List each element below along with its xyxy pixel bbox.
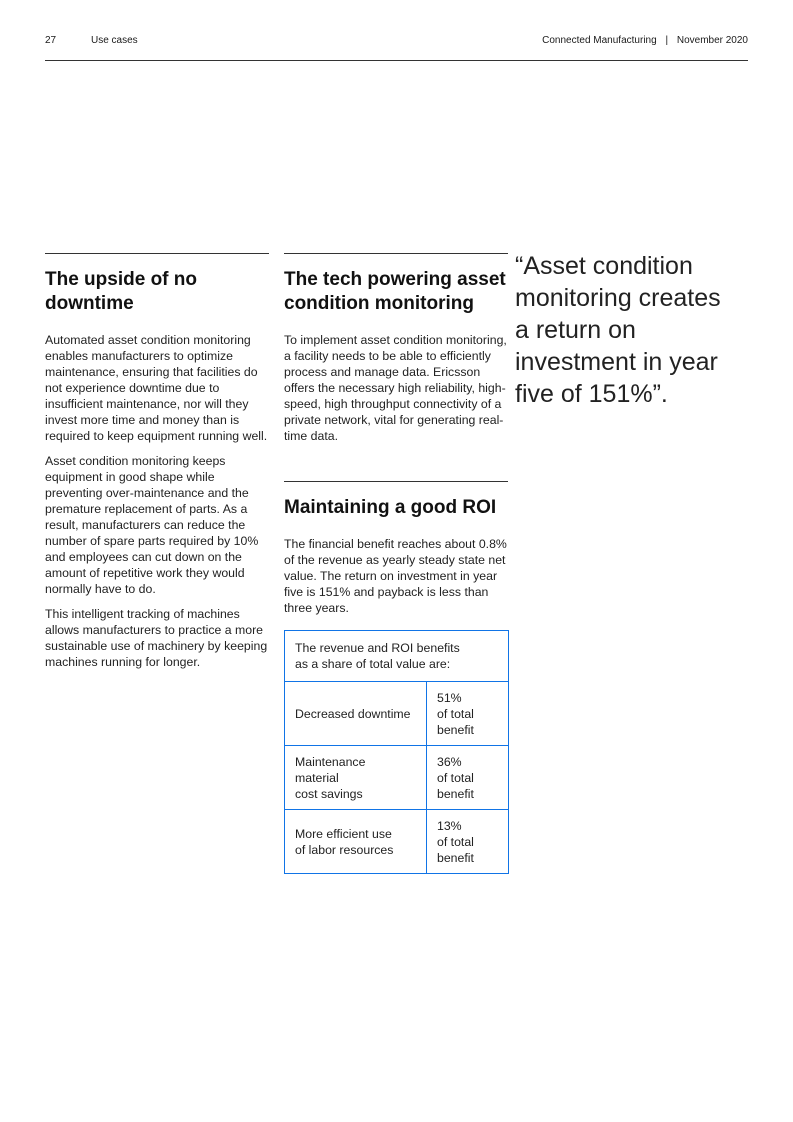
benefit-value: 13% of total benefit [427, 810, 509, 874]
benefit-label: Maintenance material cost savings [285, 746, 427, 810]
tech-paragraph: To implement asset condition monitoring, a facility needs to be able to efficiently process and manage data. Ericsson offers the necessary high reliability, high-speed, high throughput connectivity of a private network, vital for generating real-time data. [284, 333, 507, 443]
publication-date: November 2020 [676, 35, 748, 46]
page-header [45, 34, 748, 61]
publication-title: Connected Manufacturing [542, 35, 657, 46]
benefit-label: Decreased downtime [285, 682, 427, 746]
table-row [285, 810, 509, 874]
upside-paragraph: Automated asset condition monitoring enables manufacturers to optimize maintenance, ensuring that facilities do not experience downtime due to insufficient maintenance, nor will they invest more time and money than is required to keep equipment running well. [45, 333, 268, 443]
table-caption-row [285, 631, 509, 682]
tech-heading: The tech powering asset condition monitoring [284, 269, 506, 314]
publication-info [542, 35, 748, 46]
section-rule [284, 481, 508, 482]
benefit-label: More efficient use of labor resources [285, 810, 427, 874]
page-number: 27 [45, 35, 57, 46]
header-separator: | [665, 35, 669, 46]
table-caption: The revenue and ROI benefits as a share of total value are: [285, 631, 509, 682]
table-row [285, 746, 509, 810]
upside-paragraph: Asset condition monitoring keeps equipment in good shape while preventing over-maintenance and the premature replacement of parts. As a result, manufacturers can reduce the number of spare parts required by 10% and employees can cut down on the amount of repetitive work they would normally have to do. [45, 454, 259, 596]
section-rule [284, 253, 508, 254]
benefit-value: 36% of total benefit [427, 746, 509, 810]
section-label: Use cases [91, 35, 138, 46]
roi-section [284, 481, 508, 625]
benefits-table [284, 630, 509, 874]
table-row [285, 682, 509, 746]
pull-quote: “Asset condition monitoring creates a return on investment in year five of 151%”. [515, 252, 721, 408]
upside-paragraph: This intelligent tracking of machines allows manufacturers to practice a more sustainable use of machinery by keeping machines running for longer. [45, 607, 268, 669]
benefit-value: 51% of total benefit [427, 682, 509, 746]
section-rule [45, 253, 269, 254]
upside-section [45, 253, 269, 679]
tech-section [284, 253, 508, 453]
roi-paragraph: The financial benefit reaches about 0.8% of the revenue as yearly steady state net value. The return on investment in year five is 151% and payback is less than three years. [284, 537, 507, 615]
roi-heading: Maintaining a good ROI [284, 497, 497, 518]
upside-heading: The upside of no downtime [45, 269, 197, 314]
